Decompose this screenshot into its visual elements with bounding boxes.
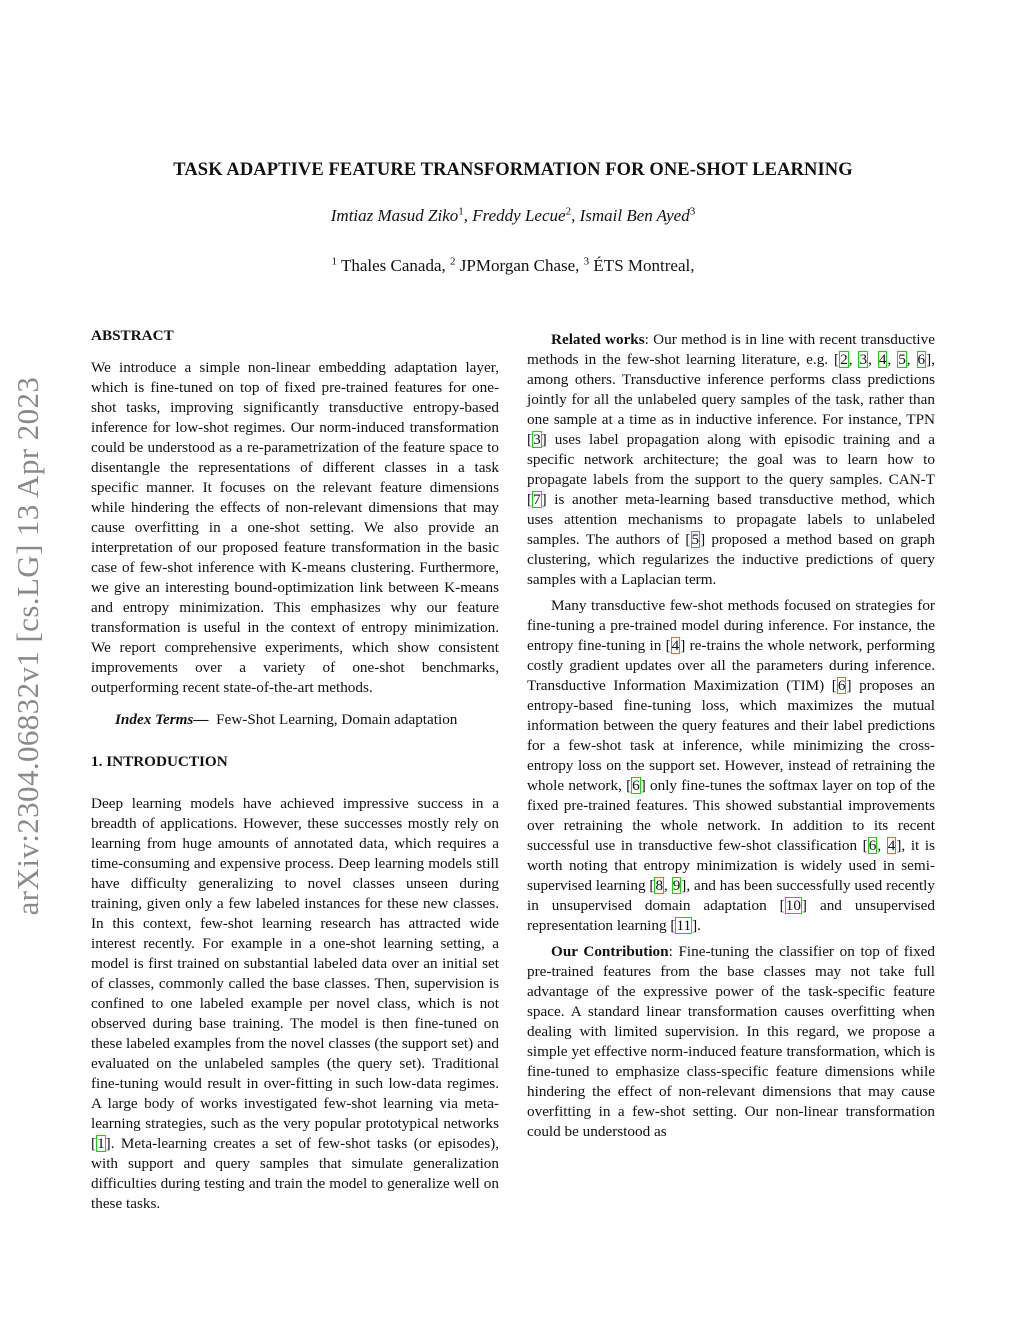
- related-text: ,: [868, 351, 878, 368]
- citation-link[interactable]: 6: [837, 677, 846, 694]
- body-text: ] re-trains the whole network, performing costly gradient updates over all the parameters during inference. Transductive Information Maximization (TIM) [: [527, 637, 936, 694]
- affil-mark: 2: [450, 255, 456, 268]
- affiliation-list: [92, 256, 934, 276]
- author-list: Imtiaz Masud Ziko$^1$, Freddy Lecue$^2$, Ismail Ben Ayed$^3$: [330, 205, 696, 225]
- related-text: ], among others. Transductive inference performs class predictions jointly for all the unlabeled query samples of the task, rather than one sample at a time as in inductive inference. For instance, TPN [: [527, 351, 935, 448]
- arxiv-identifier: arXiv:2304.06832v1 [cs.LG] 13 Apr 2023: [10, 376, 45, 916]
- related-text: ] is another meta-learning based transductive method, which uses attention mechanisms to propagate labels to unlabeled samples. The authors of [: [527, 491, 935, 548]
- author-affil-mark: 2: [565, 205, 572, 218]
- citation-link[interactable]: 3: [859, 351, 868, 368]
- body-text: ].: [692, 917, 701, 934]
- body-text: Many transductive few-shot methods focused on strategies for fine-tuning a pre-trained model during inference. For instance, the entropy fine-tuning in [: [527, 597, 935, 654]
- index-terms: [91, 710, 499, 730]
- citation-link[interactable]: 8: [655, 877, 664, 894]
- author-name: Imtiaz Masud Ziko: [330, 206, 459, 225]
- related-works-label: Related works: [551, 331, 645, 348]
- introduction-heading: 1. INTRODUCTION: [91, 753, 228, 770]
- body-text: ] proposes an entropy-based fine-tuning loss, which maximizes the mutual information between the query features and their label predictions for a few-shot task at inference, while minimizing the cross-entropy loss on the support set. However, instead of retraining the whole network, [: [527, 677, 935, 794]
- citation-link[interactable]: 5: [898, 351, 906, 368]
- transductive-methods-paragraph: [527, 596, 935, 936]
- body-text: ,: [877, 837, 887, 854]
- citation-link[interactable]: 7: [533, 491, 541, 508]
- related-text: ] proposed a method based on graph clustering, which regularizes the inductive predictions of query samples with a Laplacian term.: [527, 531, 935, 588]
- affiliation: Thales Canada,: [340, 256, 446, 275]
- citation-link[interactable]: 6: [632, 777, 640, 794]
- citation-link[interactable]: 1: [97, 1135, 105, 1152]
- affil-mark: 1: [331, 255, 338, 268]
- body-text: ,: [664, 877, 672, 894]
- author-name: Ismail Ben Ayed: [579, 206, 690, 225]
- citation-link[interactable]: 4: [878, 351, 887, 368]
- related-text: : Our method is in line with recent transductive methods in the few-shot learning literature, e.g. [: [527, 331, 935, 368]
- related-text: ] uses label propagation along with episodic training and a specific network architecture; the goal was to learn how to propagate labels from the support to the query samples. CAN-T [: [527, 431, 935, 508]
- related-works-paragraph: [527, 330, 935, 590]
- citation-link[interactable]: 9: [672, 877, 681, 894]
- citation-link[interactable]: 3: [533, 431, 541, 448]
- affiliation: JPMorgan Chase,: [459, 256, 580, 275]
- related-text: ,: [848, 351, 859, 368]
- intro-text: Deep learning models have achieved impressive success in a breadth of applications. However, these successes mostly rely on learning from huge amounts of annotated data, which requires a time-consuming and expensive process. Deep learning models still have difficulty generalizing to novel classes unseen during training, given only a few labeled instances for these new classes. In this context, few-shot learning research has attracted wide interest recently. For example in a one-shot learning setting, a model is first trained on substantial labeled data over an initial set of classes, commonly called the base classes. Then, supervision is confined to one labeled example per novel class, which is not observed during base training. The model is then fine-tuned on these labeled examples from the novel classes (the support set) and evaluated on the unlabeled samples (the query set). Traditional fine-tuning would result in over-fitting in such low-data regimes. A large body of works investigated few-shot learning via meta-learning strategies, such as the very popular prototypical networks [: [91, 795, 499, 1152]
- abstract-text: We introduce a simple non-linear embedding adaptation layer, which is fine-tuned on top of fixed pre-trained features for one-shot tasks, improving significantly transductive entropy-based inference for low-shot regimes. Our norm-induced transformation could be understood as a re-parametrization of the feature space to disentangle the representations of different classes in a task specific manner. It focuses on the relevant feature dimensions while hindering the effects of non-relevant dimensions that may cause overfitting in a one-shot setting. We also provide an interpretation of our proposed feature transformation in the basic case of few-shot inference with K-means clustering. Furthermore, we give an interesting bound-optimization link between K-means and entropy minimization. This emphasizes why our feature transformation is useful in the context of entropy minimization. We report comprehensive experiments, which show consistent improvements over a variety of one-shot benchmarks, outperforming recent state-of-the-art methods.: [91, 359, 499, 696]
- citation-link[interactable]: 2: [840, 351, 848, 368]
- citation-link[interactable]: 4: [671, 637, 680, 654]
- abstract-heading: ABSTRACT: [91, 327, 174, 344]
- body-text: ] and unsupervised representation learning [: [527, 897, 935, 934]
- author-name: Freddy Lecue: [472, 206, 566, 225]
- contribution-label: Our Contribution: [551, 943, 669, 960]
- contribution-text: : Fine-tuning the classifier on top of fixed pre-trained features from the base classes may not take full advantage of the expressive power of the task-specific feature space. A standard linear transformation causes overfitting when dealing with limited supervision. In this regard, we propose a simple yet effective norm-induced feature transformation, which is fine-tuned to emphasize class-specific feature dimensions while hindering the effect of non-relevant dimensions that may cause overfitting in a few-shot setting. Our non-linear transformation could be understood as: [527, 943, 935, 1140]
- citation-link[interactable]: 6: [917, 351, 926, 368]
- related-text: ,: [887, 351, 898, 368]
- index-terms-text: Few-Shot Learning, Domain adaptation: [216, 711, 458, 728]
- intro-paragraph: [91, 794, 499, 1214]
- citation-link[interactable]: 6: [868, 837, 877, 854]
- affiliation: ÉTS Montreal,: [593, 256, 695, 275]
- author-affil-mark: 1: [458, 205, 464, 218]
- citation-link[interactable]: 10: [785, 897, 801, 914]
- paper-title: TASK ADAPTIVE FEATURE TRANSFORMATION FOR ONE-SHOT LEARNING: [173, 160, 853, 180]
- body-text: ], it is worth noting that entropy minimization is widely used in semi-supervised learning [: [527, 837, 935, 894]
- body-text: ] only fine-tunes the softmax layer on top of the fixed pre-trained features. This showed substantial improvements over retraining the whole network. In addition to its recent successful use in transductive few-shot classification [: [527, 777, 935, 854]
- contribution-paragraph: [527, 942, 935, 1142]
- affil-mark: 3: [583, 255, 590, 268]
- left-column: [91, 326, 499, 1214]
- citation-link[interactable]: 5: [691, 531, 700, 548]
- right-column: [527, 326, 935, 1142]
- citation-link[interactable]: 11: [676, 917, 692, 934]
- related-text: ,: [906, 351, 917, 368]
- body-text: ], and has been successfully used recently in unsupervised domain adaptation [: [527, 877, 935, 914]
- citation-link[interactable]: 4: [887, 837, 896, 854]
- index-terms-label: Index Terms—: [115, 711, 209, 728]
- intro-text: ]. Meta-learning creates a set of few-shot tasks (or episodes), with support and query samples that simulate generalization difficulties during testing and train the model to generalize well on these tasks.: [91, 1135, 499, 1212]
- author-affil-mark: 3: [689, 205, 696, 218]
